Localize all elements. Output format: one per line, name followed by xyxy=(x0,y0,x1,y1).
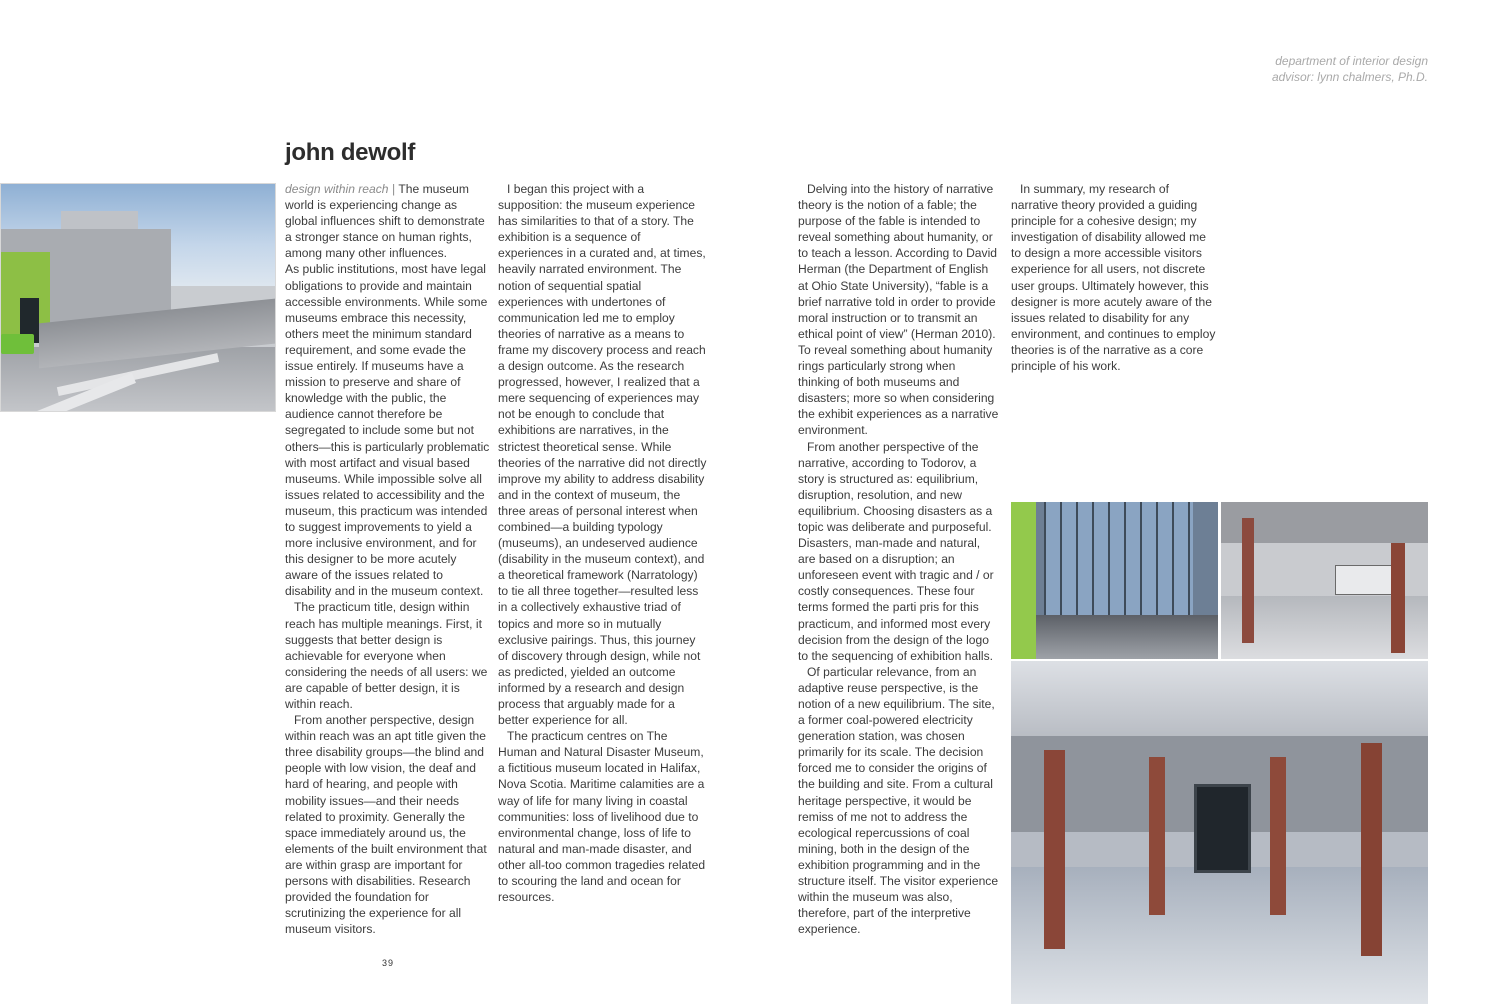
paragraph: The practicum centres on The Human and Natural Disaster Museum, a fictitious museum located in Halifax, Nova Scotia. Maritime calamities are a way of life for many living in coastal communities: loss of livelihood due to environmental change, loss of life to natural and man-made disaster, and other all-too common tragedies related to scouring the land and ocean for resources. xyxy=(498,729,706,905)
paragraph: design within reach | The museum world is experiencing change as global influences shift to demonstrate a stronger stance on human rights, among many other influences. xyxy=(285,182,485,261)
atrium-rendering-image xyxy=(1011,661,1428,1004)
advisor-label: advisor: lynn chalmers, Ph.D. xyxy=(1271,70,1428,84)
page-number: 39 xyxy=(382,958,395,968)
paragraph: From another perspective of the narrative, according to Todorov, a story is structured as: equilibrium, disruption, resolution, and new equilibrium. Choosing disasters as a topic was deliberate and purposeful. Disasters, man-made and natural, are based on a disruption; an unforeseen event with tragic and / or costly consequences. These four terms formed the parti pris for this practicum, and informed most every decision from the design of the logo to the sequencing of exhibition halls. xyxy=(798,439,994,663)
interior-hall-rendering-image xyxy=(1221,502,1428,659)
paragraph: As public institutions, most have legal obligations to provide and maintain accessible environments. While some museums embrace this necessity, others meet the minimum standard requirement, and some evade the issue entirely. If museums have a mission to preserve and share of knowledge with the public, the audience cannot therefore be segregated to include some but not others—this is particularly problematic with most artifact and visual based museums. While impossible solve all issues related to accessibility and the museum, this practicum was intended to suggest improvements to yield a more inclusive environment, and for this designer to be more acutely aware of the issues related to disability and in the museum context. xyxy=(285,262,490,599)
project-subtitle: design within reach xyxy=(285,182,389,196)
paragraph: I began this project with a supposition: the museum experience has similarities to that of a story. The exhibition is a sequence of experiences in a curated and, at times, heavily narrated environment. The notion of sequential spatial experiences with undertones of communication led me to employ theories of narrative as a means to frame my discovery process and reach a design outcome. As the research progressed, however, I realized that a mere sequencing of experiences may not be enough to conclude that exhibitions are narratives, in the strictest theoretical sense. While theories of the narrative did not directly improve my ability to address disability and in the context of museum, the three areas of personal interest when combined—a building typology (museums), an undeserved audience (disability in the museum context), and a theoretical framework (Narratology) to tie all three together—resulted less in a collectively exhaustive triad of topics and more so in mutually exclusive pairings. Thus, this journey of discovery through design, while not as predicted, yielded an outcome informed by a research and design process that arguably made for a better experience for all. xyxy=(498,182,707,728)
author-title: john dewolf xyxy=(285,139,416,166)
paragraph: Of particular relevance, from an adaptive reuse perspective, is the notion of a new equilibrium. The site, a former coal-powered electricity generation station, was chosen primarily for its scale. The decision forced me to consider the origins of the building and site. From a cultural heritage perspective, it would be remiss of me not to address the ecological repercussions of coal mining, both in the design of the exhibition programming and in the structure itself. The visitor experience within the museum was also, therefore, part of the interpretive experience. xyxy=(798,664,999,937)
text-column-1 xyxy=(285,181,491,937)
text-column-4 xyxy=(1011,181,1217,374)
paragraph: Delving into the history of narrative theory is the notion of a fable; the purpose of the fable is intended to reveal something about humanity, or to teach a lesson. According to David Herman (the Department of English at Ohio State University), “fable is a brief narrative told in order to provide moral instruction or to transmit an ethical point of view” (Herman 2010). To reveal something about humanity rings particularly strong when thinking of both museums and disasters; more so when considering the exhibit experiences as a narrative environment. xyxy=(798,182,999,438)
glass-entry-rendering-image xyxy=(1011,502,1218,659)
text-column-3 xyxy=(798,181,1000,937)
exterior-rendering-image xyxy=(0,183,276,412)
paragraph: The practicum title, design within reach has multiple meanings. First, it suggests that better design is achievable for everyone when considering the needs of all users: we are capable of better design, it is within reach. xyxy=(285,600,488,711)
paragraph: From another perspective, design within reach was an apt title given the three disability groups—the blind and people with low vision, the deaf and hard of hearing, and people with mobility issues—and their needs related to proximity. Generally the space immediately around us, the elements of the built environment that are within grasp are important for persons with disabilities. Research provided the foundation for scrutinizing the experience for all museum visitors. xyxy=(285,713,487,937)
text-column-2 xyxy=(498,181,708,905)
department-label: department of interior design xyxy=(1275,54,1428,68)
paragraph: In summary, my research of narrative theory provided a guiding principle for a cohesive design; my investigation of disability allowed me to design a more accessible visitors experience for all users, not discrete user groups. Ultimately however, this designer is more acutely aware of the issues related to disability for any environment, and continues to employ theories is of the narrative as a core principle of his work. xyxy=(1011,182,1216,374)
page-header xyxy=(1272,53,1428,85)
